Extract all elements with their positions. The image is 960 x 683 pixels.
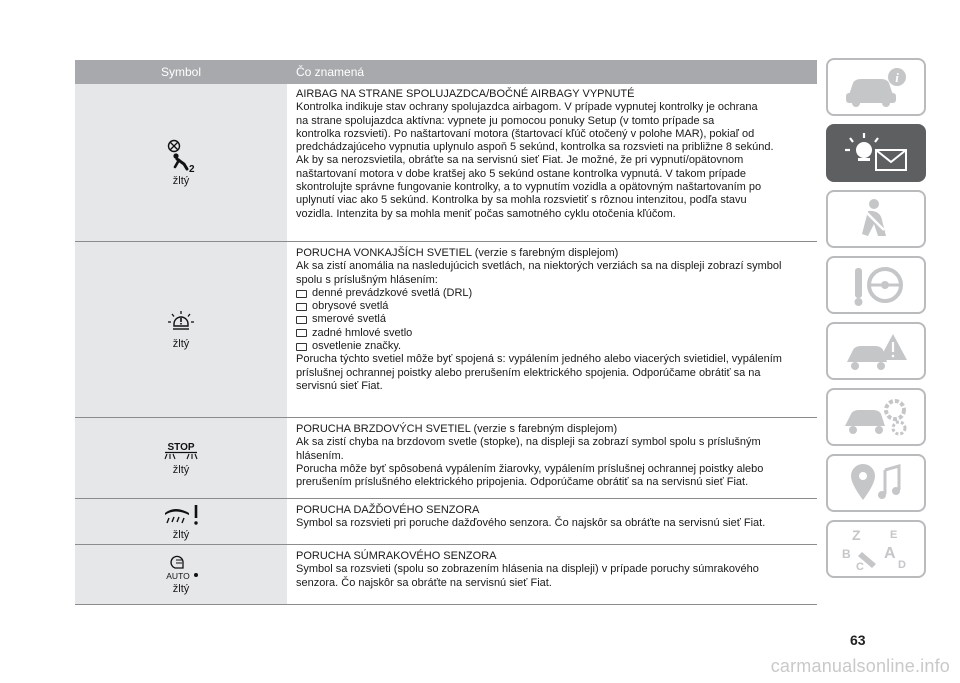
row-text: Kontrolka indikuje stav ochrany spolujazdca airbagom. V prípade vypnutej kontrolky je ochrana [296, 101, 758, 114]
row-text: uplynutí viac ako 5 sekúnd. Kontrolka by sa mohla rozsvietiť s rôznou intenzitou, podľa stavu [296, 194, 747, 207]
header-meaning: Čo znamená [296, 65, 365, 79]
tab-index[interactable] [826, 520, 926, 578]
car-info-icon [841, 65, 911, 109]
warning-lights-table [75, 60, 817, 605]
tab-multimedia[interactable] [826, 454, 926, 512]
navigation-music-icon [841, 460, 911, 506]
bullet-square-icon [296, 329, 307, 337]
svg-text:2: 2 [189, 163, 195, 173]
row-title: PORUCHA DAŽĎOVÉHO SENZORA [296, 504, 480, 516]
tab-maintenance[interactable] [826, 388, 926, 446]
bullet-square-icon [296, 343, 307, 351]
svg-text:D: D [898, 559, 906, 571]
table-row [75, 499, 817, 545]
row-text: senzora. Čo najskôr sa obráťte na servisnú sieť Fiat. [296, 576, 552, 589]
header-symbol: Symbol [160, 65, 201, 79]
bullet-square-icon [296, 316, 307, 324]
list-item: denné prevádzkové svetlá (DRL) [296, 287, 813, 300]
table-row [75, 545, 817, 605]
exterior-light-fault-icon [167, 310, 195, 336]
watermark: carmanualsonline.info [770, 656, 950, 676]
svg-text:A: A [884, 545, 896, 562]
seatbelt-airbag-icon [846, 196, 906, 242]
row-text: predchádzajúceho vypnutia uplynulo aspoň 5 sekúnd, kontrolka sa rozsvieti na približne 8 sekúnd. [296, 141, 774, 154]
table-header [75, 60, 817, 84]
description-cell [287, 84, 817, 241]
row-title: AIRBAG NA STRANE SPOLUJAZDCA/BOČNÉ AIRBAGY VYPNUTÉ [296, 88, 635, 100]
list-item: zadné hmlové svetlo [296, 327, 813, 340]
symbol-cell [75, 499, 287, 544]
row-text: Symbol sa rozsvieti pri poruche dažďového senzora. Čo najskôr sa obráťte na servisnú sieť Fiat. [296, 517, 766, 530]
symbol-color-label: žltý [172, 464, 190, 476]
row-text: skontrolujte správne fungovanie kontrolky, a to vypnutím vozidla a opätovným naštartovaním po [296, 181, 762, 194]
svg-text:B: B [842, 547, 851, 561]
list-item: osvetlenie značky. [296, 340, 813, 353]
page-number: 63 [850, 632, 866, 648]
tab-car-info[interactable] [826, 58, 926, 116]
row-text: Porucha týchto svetiel môže byť spojená s: vypálením jedného alebo viacerých svietidiel, vypálením [296, 353, 782, 366]
row-title: PORUCHA BRZDOVÝCH SVETIEL (verzie s farebným displejom) [296, 423, 618, 435]
car-warning-triangle-icon [841, 328, 911, 374]
symbol-color-label: žltý [172, 174, 190, 187]
rain-sensor-fault-icon [161, 503, 201, 527]
car-service-gears-icon [841, 394, 911, 440]
row-text: hlásením. [296, 449, 344, 462]
svg-text:Z: Z [852, 527, 861, 543]
row-text: spolu s príslušným hlásením: [296, 273, 438, 286]
tab-warning-lights[interactable] [826, 124, 926, 182]
stop-text: STOP [167, 442, 195, 453]
row-text: príslušnej ochrannej poistky alebo prerušením elektrického spojenia. Odporúčame obrátiť sa na [296, 366, 761, 379]
symbol-cell [75, 545, 287, 604]
description-cell [287, 499, 817, 544]
list-item: obrysové svetlá [296, 300, 813, 313]
symbol-color-label: žltý [172, 582, 190, 595]
tab-starting-driving[interactable] [826, 256, 926, 314]
passenger-airbag-off-icon [164, 139, 198, 173]
table-row [75, 242, 817, 418]
svg-text:C: C [856, 561, 864, 573]
bullet-square-icon [296, 290, 307, 298]
row-text: Ak by sa nerozsvietila, obráťte sa na servisnú sieť Fiat. Je možné, že pri vypnutí/opätovnom [296, 154, 744, 167]
description-cell [287, 242, 817, 417]
row-text: Symbol sa rozsvieti (spolu so zobrazením hlásenia na displeji) v prípade poruchy súmrakového [296, 563, 759, 576]
description-cell [287, 545, 817, 604]
tab-emergency[interactable] [826, 322, 926, 380]
dusk-sensor-fault-icon [161, 555, 201, 581]
row-text: naštartovaní motora v dobe kratšej ako 5 sekúnd ostane kontrolka vypnutá. V takom prípade [296, 167, 747, 180]
row-text: kontrolka rozsvieti). Po naštartovaní motora (štartovací kľúč otočený v polohe MAR), pokiaľ od [296, 127, 755, 140]
symbol-cell [75, 418, 287, 498]
symbol-color-label: žltý [172, 528, 190, 541]
row-text: servisnú sieť Fiat. [296, 379, 383, 392]
row-title: PORUCHA SÚMRAKOVÉHO SENZORA [296, 550, 497, 562]
symbol-cell [75, 84, 287, 241]
row-text: Ak sa zistí chyba na brzdovom svetle (stopke), na displeji sa zobrazí symbol spolu s príslušným [296, 436, 761, 449]
bullet-square-icon [296, 303, 307, 311]
row-text: prerušením príslušného elektrického pripojenia. Odporúčame obrátiť sa na servisnú sieť Fiat. [296, 476, 749, 489]
svg-text:i: i [895, 70, 899, 85]
row-text: Ak sa zistí anomália na nasledujúcich svetlách, na niektorých verziách sa na displeji zobrazí symbol [296, 260, 782, 273]
table-row [75, 84, 817, 242]
row-text: na strane spolujazdca aktívna: vypnete ju pomocou ponuky Setup (v tomto prípade sa [296, 114, 715, 127]
warning-light-message-icon [838, 130, 914, 176]
key-steering-wheel-icon [841, 262, 911, 308]
description-cell [287, 418, 817, 498]
list-item: smerové svetlá [296, 313, 813, 326]
auto-text: AUTO [166, 570, 190, 581]
row-text: Porucha môže byť spôsobená vypálením žiarovky, vypálením príslušnej ochrannej poistky alebo [296, 462, 764, 475]
brake-light-fault-icon [161, 440, 201, 462]
row-text: vozidla. Intenzita by sa mohla meniť počas samotného cyklu otočenia kľúčom. [296, 207, 676, 220]
symbol-color-label: žltý [172, 337, 190, 350]
row-title: PORUCHA VONKAJŠÍCH SVETIEL (verzie s farebným displejom) [296, 247, 619, 259]
tab-safety[interactable] [826, 190, 926, 248]
alphabet-index-icon [836, 524, 916, 574]
symbol-cell [75, 242, 287, 417]
table-row [75, 418, 817, 499]
svg-text:E: E [890, 529, 898, 541]
